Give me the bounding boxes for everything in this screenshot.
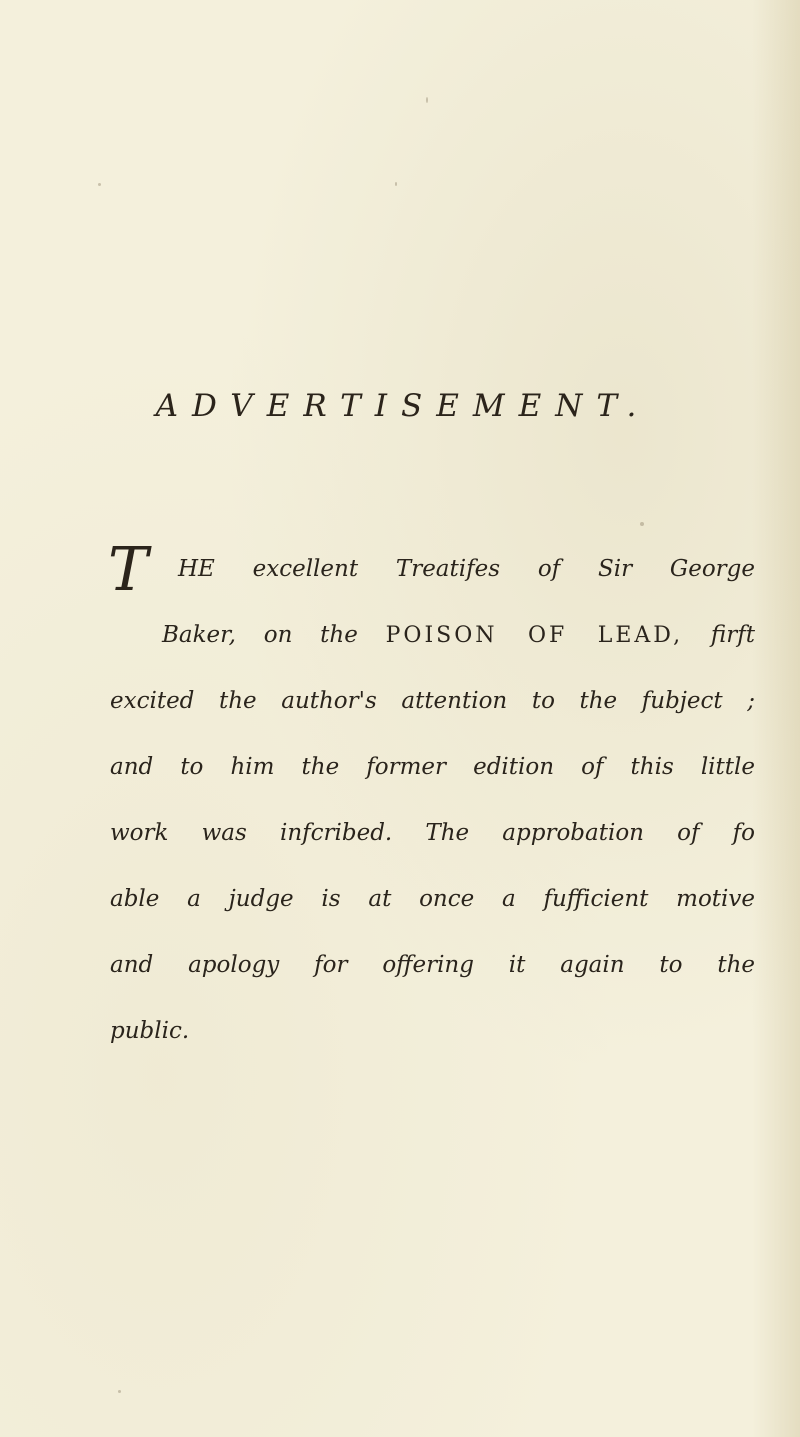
small-caps-phrase: POISON OF LEAD, [385, 623, 684, 648]
paragraph-line: and apology for offering it again to the [110, 952, 755, 978]
paragraph-line: excited the author's attention to the fubject ; [110, 688, 755, 714]
paragraph-line: work was infcribed. The approbation of fo [110, 820, 755, 846]
paragraph-line: public. [110, 1018, 190, 1044]
paragraph-line: Baker, on the POISON OF LEAD, firft [162, 622, 755, 648]
advertisement-paragraph [110, 536, 755, 1064]
paragraph-line: HE excellent Treatifes of Sir George [178, 556, 755, 582]
drop-cap: T [108, 535, 149, 605]
paragraph-line: and to him the former edition of this little [110, 754, 755, 780]
page-title: ADVERTISEMENT. [155, 388, 651, 424]
paragraph-line: able a judge is at once a fufficient motive [110, 886, 755, 912]
